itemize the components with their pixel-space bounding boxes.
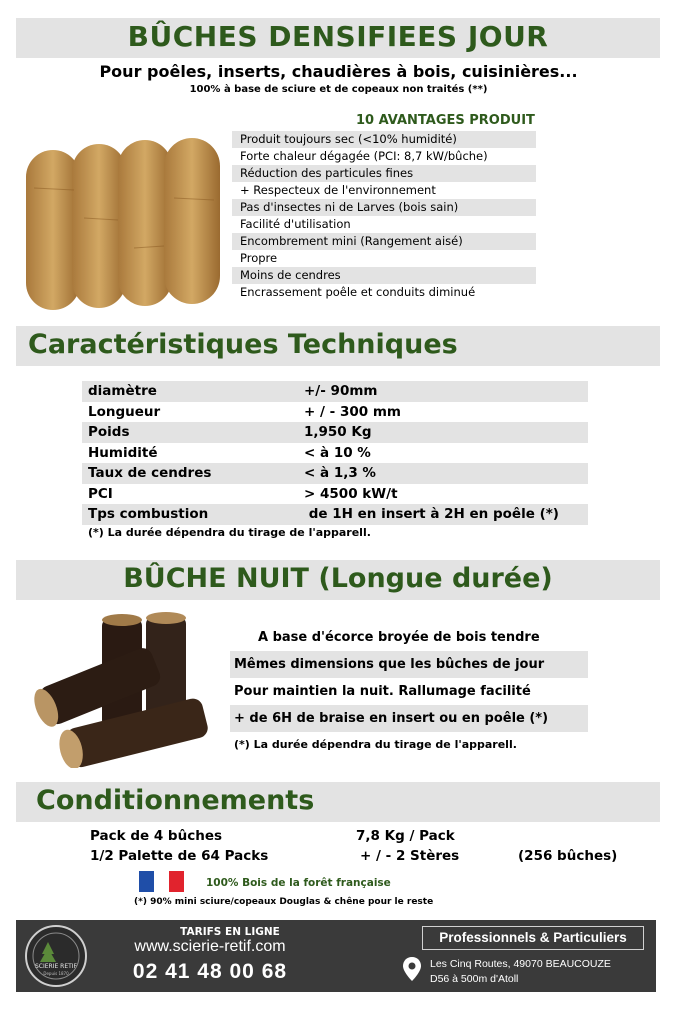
day-logs-image [14, 128, 234, 318]
spec-label: Poids [88, 424, 130, 440]
spec-value: < à 10 % [304, 444, 371, 461]
spec-value: de 1H en insert à 2H en poêle (*) [304, 506, 559, 522]
packaging-band [16, 782, 660, 822]
advantages-list [232, 131, 536, 301]
pallet-qty: + / - 2 Stères [360, 848, 460, 864]
advantages-title: 10 AVANTAGES PRODUIT [356, 113, 535, 128]
night-band [16, 560, 660, 600]
spec-label: diamètre [88, 383, 157, 399]
scierie-seal-logo [24, 924, 88, 988]
address-line-1: Les Cinq Routes, 49070 BEAUCOUZE [430, 958, 611, 970]
night-note: (*) La durée dépendra du tirage de l'apparell. [234, 738, 517, 751]
night-line: Mêmes dimensions que les bûches de jour [230, 651, 588, 678]
spec-row [82, 381, 588, 402]
spec-label: PCI [88, 485, 113, 502]
technical-title: Caractéristiques Techniques [28, 329, 458, 360]
address-line-2: D56 à 500m d'Atoll [430, 973, 519, 985]
spec-label: Taux de cendres [88, 465, 212, 481]
title-band [16, 18, 660, 58]
spec-value: > 4500 kW/t [304, 485, 398, 502]
pack-name: Pack de 4 bûches [90, 828, 223, 844]
audience-box: Professionnels & Particuliers [422, 926, 644, 950]
spec-value: 1,950 Kg [304, 424, 372, 440]
pallet-name: 1/2 Palette de 64 Packs [90, 848, 269, 864]
pallet-extra: (256 bûches) [518, 848, 618, 864]
spec-label: Longueur [88, 403, 161, 420]
spec-row [82, 463, 588, 484]
french-flag-icon [139, 871, 184, 892]
night-line: + de 6H de braise en insert ou en poêle (*) [230, 705, 588, 732]
location-pin-icon [402, 956, 422, 982]
specs-table [82, 381, 588, 525]
spec-label: Tps combustion [88, 506, 209, 522]
pack-qty: 7,8 Kg / Pack [356, 828, 455, 844]
page-title: BÛCHES DENSIFIEES JOUR [127, 20, 549, 53]
footer-banner [16, 920, 656, 992]
spec-row [82, 484, 588, 505]
spec-note: (*) La durée dépendra du tirage de l'apparell. [88, 526, 371, 539]
online-prices-label: TARIFS EN LIGNE [180, 926, 280, 938]
spec-row [82, 422, 588, 443]
packaging-title: Conditionnements [36, 785, 315, 816]
advantage-item: Forte chaleur dégagée (PCI: 8,7 kW/bûche) [240, 149, 488, 163]
phone-number[interactable]: 02 41 48 00 68 [132, 960, 288, 983]
advantage-item: Moins de cendres [232, 267, 536, 284]
subtitle: Pour poêles, inserts, chaudières à bois, cuisinières... [99, 62, 578, 81]
spec-label: Humidité [88, 444, 158, 461]
spec-value: + / - 300 mm [304, 403, 401, 420]
spec-value: +/- 90mm [304, 383, 378, 399]
spec-row [82, 402, 588, 423]
night-line: Pour maintien la nuit. Rallumage facilité [234, 684, 531, 699]
advantage-item: Réduction des particules fines [232, 165, 536, 182]
night-list [230, 624, 588, 732]
advantage-item: Encrassement poêle et conduits diminué [240, 285, 476, 299]
svg-text:SCIERIE RETIF: SCIERIE RETIF [34, 963, 78, 970]
technical-band [16, 326, 660, 366]
night-logs-image [30, 608, 226, 768]
origin-text: 100% Bois de la forêt française [206, 877, 391, 889]
night-line: A base d'écorce broyée de bois tendre [258, 630, 540, 645]
advantage-item: Encombrement mini (Rangement aisé) [232, 233, 536, 250]
spec-row [82, 504, 588, 525]
svg-text:Depuis 1870: Depuis 1870 [43, 971, 69, 976]
advantage-item: Propre [240, 251, 278, 265]
advantage-item: Produit toujours sec (<10% humidité) [232, 131, 536, 148]
night-title: BÛCHE NUIT (Longue durée) [123, 563, 553, 594]
advantage-item: Facilité d'utilisation [240, 217, 351, 231]
advantage-item: Pas d'insectes ni de Larves (bois sain) [232, 199, 536, 216]
subnote: 100% à base de sciure et de copeaux non traités (**) [189, 84, 488, 95]
footnote: (*) 90% mini sciure/copeaux Douglas & chêne pour le reste [134, 897, 434, 907]
spec-value: < à 1,3 % [304, 465, 376, 481]
website-link[interactable]: www.scierie-retif.com [134, 938, 286, 955]
spec-row [82, 443, 588, 464]
advantage-item: + Respecteux de l'environnement [240, 183, 436, 197]
